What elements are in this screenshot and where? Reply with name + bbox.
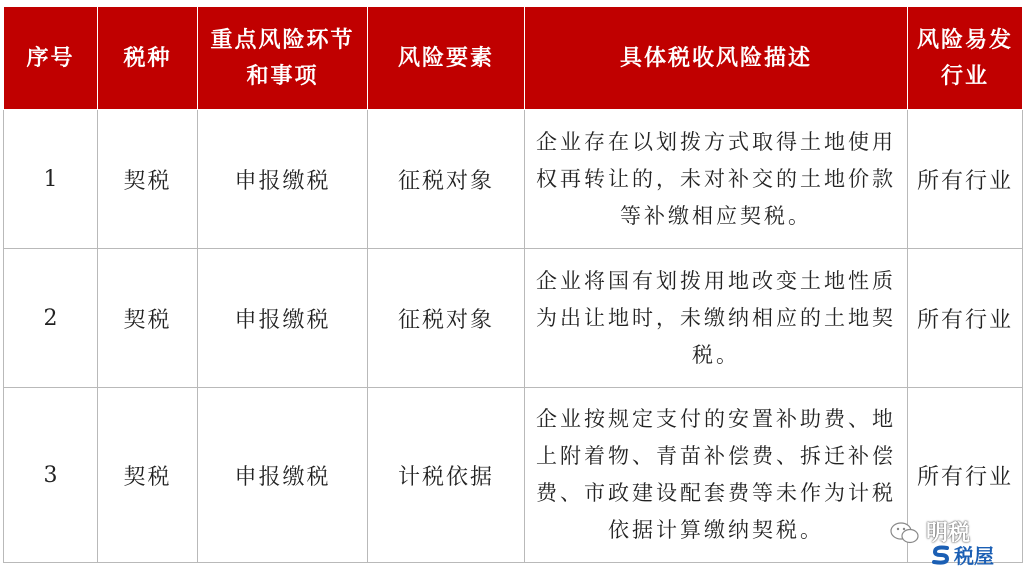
- table-row: [4, 110, 1023, 249]
- watermark-brand: 明税: [926, 521, 971, 546]
- cell-risk-stage: 申报缴税: [198, 110, 368, 249]
- cell-industry: 所有行业: [908, 388, 1023, 563]
- cell-risk-description: 企业存在以划拨方式取得土地使用权再转让的，未对补交的土地价款等补缴相应契税。: [525, 110, 908, 249]
- header-risk-element: 风险要素: [368, 7, 525, 110]
- header-risk-stage: 重点风险环节 和事项: [198, 7, 368, 110]
- cell-risk-stage: 申报缴税: [198, 388, 368, 563]
- cell-num: 2: [4, 249, 98, 388]
- risk-table: [3, 6, 1023, 563]
- cell-industry: 所有行业: [908, 249, 1023, 388]
- cell-risk-element: 征税对象: [368, 110, 525, 249]
- cell-industry: 所有行业: [908, 110, 1023, 249]
- cell-risk-element: 征税对象: [368, 249, 525, 388]
- header-num: 序号: [4, 7, 98, 110]
- cell-tax-type: 契税: [98, 110, 198, 249]
- cell-risk-element: 计税依据: [368, 388, 525, 563]
- s-logo-icon: [930, 544, 952, 566]
- cell-num: 3: [4, 388, 98, 563]
- cell-risk-description: 企业按规定支付的安置补助费、地上附着物、青苗补偿费、拆迁补偿费、市政建设配套费等未作为计税依据计算缴纳契税。: [525, 388, 908, 563]
- cell-num: 1: [4, 110, 98, 249]
- header-risk-description: 具体税收风险描述: [525, 7, 908, 110]
- header-tax-type: 税种: [98, 7, 198, 110]
- table-row: [4, 249, 1023, 388]
- cell-risk-description: 企业将国有划拨用地改变土地性质为出让地时，未缴纳相应的土地契税。: [525, 249, 908, 388]
- header-row: [4, 7, 1023, 110]
- cell-risk-stage: 申报缴税: [198, 249, 368, 388]
- header-industry: 风险易发 行业: [908, 7, 1023, 110]
- cell-tax-type: 契税: [98, 249, 198, 388]
- cell-tax-type: 契税: [98, 388, 198, 563]
- wechat-icon: [890, 522, 920, 544]
- watermark-brand-secondary: 税屋: [954, 544, 994, 568]
- watermark: [890, 514, 1020, 568]
- table-row: [4, 388, 1023, 563]
